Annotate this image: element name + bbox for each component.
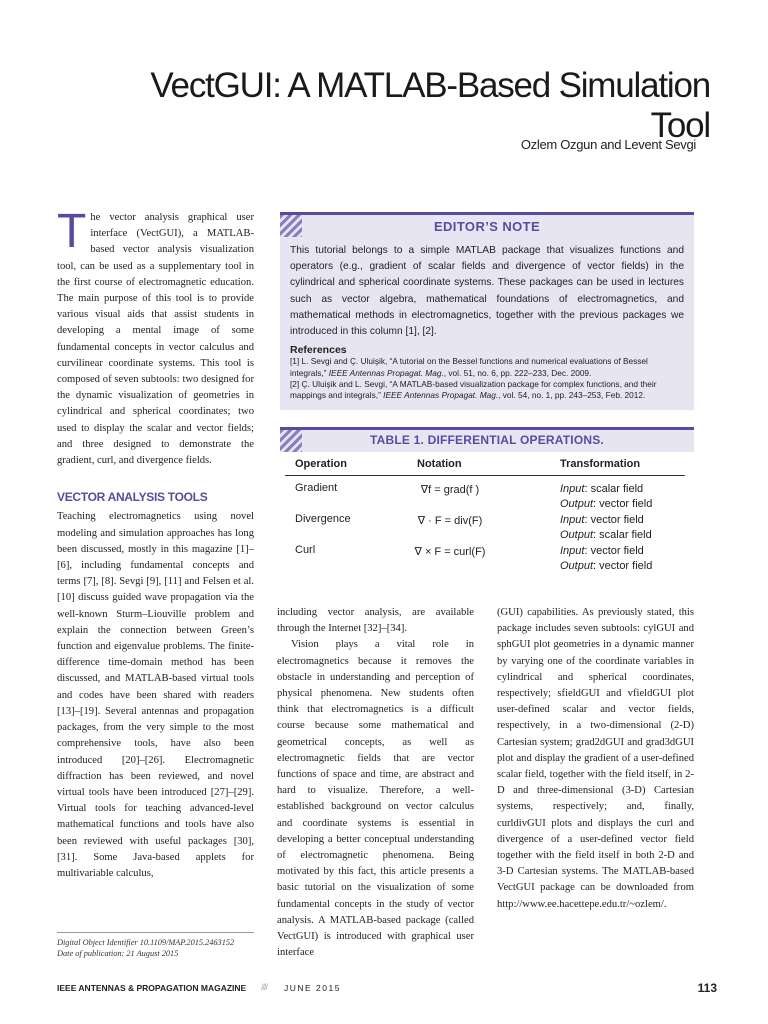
col1-body: Teaching electromagnetics using novel modeling and simulation approaches has long been discussed, mostly in this magazine [1]–[6], including fundamental concepts and terms [7], [8]. Sevgi [9], [11] and Felsen et al. [10] discuss guided wave propagation via the well-known Sturm–Liouville problem and explain the connection between Green’s function and eigenvalue problems. The finite-difference time-domain method has been discussed, and MATLAB-based virtual tools and codes have been shared with readers [13]–[19]. Several antennas and propagation packages, from the very simple to the most comprehensive tools, have also been introduced [20]–[26]. Electromagnetic diffraction has been reviewed, and novel virtual tools have been introduced [27]–[29]. Virtual tools for teaching advanced-level mathematical functions and tools have also been reviewed with useful packages [30], [31]. Some Java-based applets for multivariable calculus, xyxy=(57,511,254,879)
output-label: Output xyxy=(560,560,594,572)
table-cell-operation: Divergence xyxy=(295,513,351,525)
reference-2 xyxy=(280,379,694,402)
footnote-doi: Digital Object Identifier 10.1109/MAP.2015.2463152 xyxy=(57,938,235,947)
editors-note-box xyxy=(280,212,694,410)
editors-note-body: This tutorial belongs to a simple MATLAB package that visualizes functions and operators (e.g., gradient of scalar fields and divergence of vector fields) in the cylindrical and spherical coordinate systems. These packages can be used in lectures such as vector algebra, mathematical foundations of electromagnetics, and mathematical methods in electromagnetics, together with the previous packages we introduced in this column [1], [2]. xyxy=(290,245,684,338)
column-1 xyxy=(57,205,254,882)
table-cell-notation: ∇f = grad(f ) xyxy=(420,484,480,496)
reference-2-details: , vol. 54, no. 1, pp. 243–253, Feb. 2012. xyxy=(498,390,646,401)
table-cell-transformation xyxy=(560,544,652,574)
editors-note-header xyxy=(280,215,694,241)
column-2 xyxy=(277,605,474,961)
col2-body: Vision plays a vital role in electromagnetics because it removes the obstacle in understanding and perception of physical phenomena. New students often think that electromagnetics is a difficult course because some mathematical and geometrical concepts, as well as electromagnetic fields that are vector functions of space and time, are abstract and hard to visualize. Therefore, a well-established background on vector calculus and coordinate systems is essential in developing a better conceptual understanding of electromagnetic phenomena. Being motivated by this fact, this article presents a basic tutorial on the visualization of some fundamental concepts in the study of vector analysis. A MATLAB-based package (called VectGUI) is introduced with graphical user interface xyxy=(277,639,474,959)
table-title: TABLE 1. DIFFERENTIAL OPERATIONS. xyxy=(370,433,604,447)
table-col-header: Notation xyxy=(417,458,462,470)
footer-separator: //// xyxy=(261,982,268,992)
table-cell-operation: Gradient xyxy=(295,482,338,494)
differential-operations-table xyxy=(285,454,685,573)
editors-note-title: EDITOR’S NOTE xyxy=(433,219,541,234)
table-header-bar xyxy=(280,427,694,452)
input-value: : vector field xyxy=(584,545,644,557)
reference-1-journal: IEEE Antennas Propagat. Mag. xyxy=(328,367,444,378)
col3-body: (GUI) capabilities. As previously stated, this package includes seven subtools: cylGUI and sphGUI plot geometries in a dynamic manner by varying one of the coordinate variables in cylindrical and spherical coordinates, respectively; sfieldGUI and vfieldGUI plot user-defined scalar and vector fields, respectively, in a two-dimensional (2-D) Cartesian system; grad2dGUI and grad3dGUI plot and display the gradient of a user-defined scalar field, together with the field itself, in 2-D and three-dimensional (3-D) Cartesian systems, respectively; and, finally, curldivGUI plots and displays the curl and divergence of a user-defined vector field together with the field itself in both 2-D and 3-D Cartesian systems. The MATLAB-based VectGUI package can be downloaded from http://www.ee.hacettepe.edu.tr/~ozlem/. xyxy=(497,607,694,910)
output-value: : vector field xyxy=(593,498,653,510)
table-cell-notation: ∇ × F = curl(F) xyxy=(414,546,486,558)
section-heading: VECTOR ANALYSIS TOOLS xyxy=(57,490,208,505)
footnote-date: Date of publication: 21 August 2015 xyxy=(57,949,179,958)
input-label: Input xyxy=(560,483,585,495)
table-row xyxy=(285,511,685,542)
table-cell-transformation xyxy=(560,482,652,512)
stripe-decoration-icon xyxy=(280,215,302,237)
page-number: 113 xyxy=(697,981,717,995)
column-3 xyxy=(497,605,694,913)
output-label: Output xyxy=(560,498,594,510)
references-title: References xyxy=(290,344,347,357)
reference-2-text: [2] Ç. Uluişik and L. Sevgi, “A MATLAB-based visualization package for complex functions, and their mappings and integrals,” xyxy=(290,379,657,401)
table-cell-transformation xyxy=(560,513,652,543)
table-row xyxy=(285,542,685,573)
col2-body-cont: including vector analysis, are available through the Internet [32]–[34]. xyxy=(277,607,474,635)
table-row xyxy=(285,480,685,511)
output-value: : scalar field xyxy=(593,529,652,541)
footer-date: JUNE 2015 xyxy=(284,983,341,993)
input-label: Input xyxy=(560,514,585,526)
input-value: : vector field xyxy=(584,514,644,526)
reference-2-journal: IEEE Antennas Propagat. Mag. xyxy=(383,390,499,401)
footer-magazine: IEEE ANTENNAS & PROPAGATION MAGAZINE xyxy=(57,983,247,993)
footnote xyxy=(57,932,254,959)
table-cell-notation: ∇ · F = div(F) xyxy=(417,515,483,527)
table-cell-operation: Curl xyxy=(295,544,316,556)
reference-1 xyxy=(280,356,694,379)
output-value: : vector field xyxy=(593,560,653,572)
table-col-header: Transformation xyxy=(560,458,641,470)
reference-1-details: , vol. 51, no. 6, pp. 222–233, Dec. 2009. xyxy=(443,367,592,378)
article-authors: Ozlem Ozgun and Levent Sevgi xyxy=(520,137,696,152)
input-value: : scalar field xyxy=(584,483,644,495)
article-title: VectGUI: A MATLAB-Based Simulation Tool xyxy=(150,66,710,145)
intro-text: he vector analysis graphical user interface (VectGUI), a MATLAB-based vector analysis visualization tool, can be used as a supplementary tool in the first course of electromagnetic education. The main purpose of this tool is to provide various visual aids that assist students in developing a mental image of some fundamental concepts in vector calculus and curvilinear coordinate systems. This tool is composed of seven subtools: two designed for the dynamic visualization of geometries in cylindrical and spherical coordinates; two used to display the scalar and vector fields; and three designed to demonstrate the gradient, curl, and divergence fields. xyxy=(57,212,254,467)
input-label: Input xyxy=(560,545,585,557)
table-header-row xyxy=(285,454,685,476)
table-col-header: Operation xyxy=(295,458,347,470)
stripe-decoration-icon xyxy=(280,430,302,452)
output-label: Output xyxy=(560,529,594,541)
intro-paragraph xyxy=(57,205,254,469)
reference-1-text: [1] L. Sevgi and Ç. Uluişik, “A tutorial on the Bessel functions and numerical evaluations of Bessel integrals,” xyxy=(290,356,648,378)
drop-cap: T xyxy=(57,205,87,258)
